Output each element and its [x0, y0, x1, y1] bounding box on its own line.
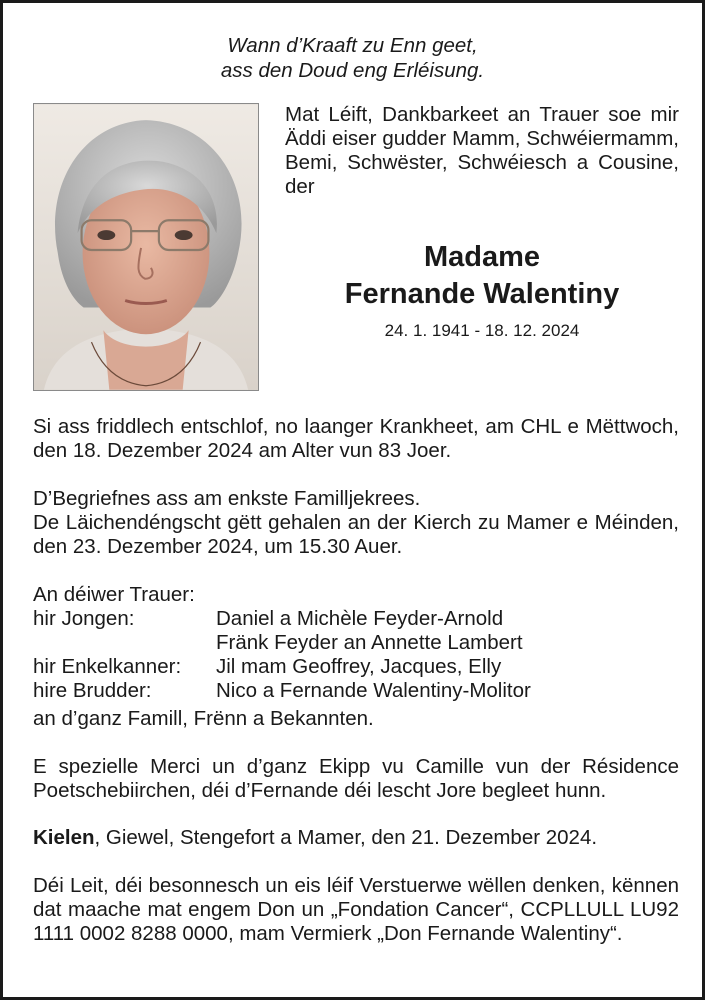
- portrait-photo: [33, 103, 259, 391]
- town-name: Kielen: [33, 826, 95, 849]
- mourners-closing: an d’ganz Famill, Frënn a Bekannten.: [33, 707, 374, 730]
- funeral-line-2: De Läichendéngscht gëtt gehalen an der Kierch zu Mamer e Méinden, den 23. Dezember 2024, um 15.30 Auer.: [33, 511, 679, 558]
- donation-paragraph: Déi Leit, déi besonnesch un eis léif Verstuerwe wëllen denken, kënnen dat maache mat engem Don un „Fondation Cancer“, CCPLLULL LU92 1111 0002 8288 0000, mam Vermierk „Don Fernande Walentiny“.: [33, 874, 679, 945]
- mourners-label: hir Jongen:: [33, 607, 135, 630]
- mourner-name: Jil mam Geoffrey, Jacques, Elly: [216, 655, 502, 678]
- thanks-paragraph: E spezielle Merci un d’ganz Ekipp vu Camille vun der Résidence Poetschebiirchen, déi d’Fernande déi lescht Jore begleet hunn.: [33, 755, 679, 802]
- deceased-name: Fernande Walentiny: [344, 278, 620, 310]
- passing-paragraph: Si ass friddlech entschlof, no laanger Krankheet, am CHL e Mëttwoch, den 18. Dezember 2024 am Alter vun 83 Joer.: [33, 415, 679, 462]
- mourners-row: [33, 607, 679, 655]
- deceased-name-block: [285, 239, 679, 313]
- mourners-names: [216, 655, 501, 679]
- mourner-name: Fränk Feyder an Annette Lambert: [216, 631, 523, 654]
- funeral-line-1: D’Begriefnes ass am enkste Familljekrees.: [33, 487, 421, 510]
- mourner-name: Daniel a Michèle Feyder-Arnold: [216, 607, 504, 630]
- motto-line-1: Wann d’Kraaft zu Enn geet,: [227, 34, 478, 57]
- deceased-title: Madame: [423, 241, 541, 273]
- mourners-names: [216, 607, 523, 655]
- mourners-label: hir Enkelkanner:: [33, 655, 182, 678]
- mourners-intro: An déiwer Trauer:: [33, 583, 195, 606]
- place-date-rest: , Giewel, Stengefort a Mamer, den 21. Dezember 2024.: [94, 826, 598, 849]
- intro-text: [285, 103, 679, 199]
- mourners-row: [33, 655, 679, 679]
- place-date-line: [33, 826, 679, 850]
- mourners-row: [33, 679, 679, 703]
- motto-quote: [3, 33, 702, 83]
- mourner-name: Nico a Fernande Walentiny-Molitor: [216, 679, 531, 702]
- intro-paragraph: Mat Léift, Dankbarkeet an Trauer soe mir Äddi eiser gudder Mamm, Schwéiermamm, Bemi, Schwëster, Schwéiesch a Cousine, der: [285, 103, 679, 198]
- notice-body: [33, 415, 679, 946]
- mourners-label: hire Brudder:: [33, 679, 152, 702]
- motto-line-2: ass den Doud eng Erléisung.: [220, 59, 485, 82]
- life-dates: 24. 1. 1941 - 18. 12. 2024: [384, 321, 580, 340]
- mourners-names: [216, 679, 531, 703]
